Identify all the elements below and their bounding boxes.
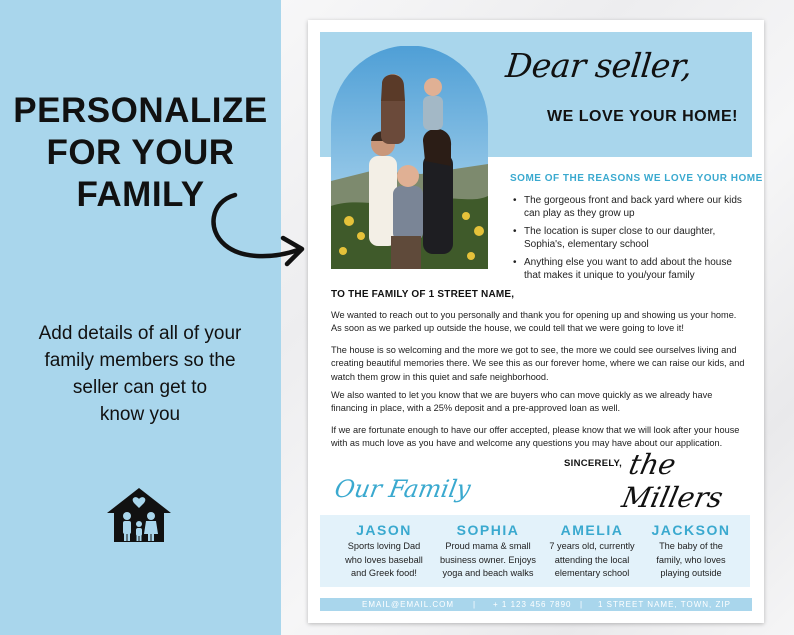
family-house-icon [106, 487, 172, 543]
headline-line: FAMILY [76, 175, 205, 214]
description-line: elementary school [554, 568, 630, 578]
member-name: AMELIA [560, 522, 624, 538]
signature: the Millers [618, 448, 726, 514]
member-description [641, 540, 741, 581]
footer-address: 1 STREET NAME, TOWN, ZIP [598, 600, 731, 609]
description-line: business owner. Enjoys [439, 554, 536, 565]
footer-email: EMAIL@EMAIL.COM [362, 600, 455, 609]
greeting: Dear seller, [503, 46, 694, 85]
headline-line: PERSONALIZE [13, 91, 268, 130]
offer-letter [308, 20, 764, 623]
promo-subtext [15, 320, 265, 428]
family-member [438, 522, 538, 581]
footer-separator: | [473, 600, 477, 609]
description-line: The baby of the [659, 541, 723, 551]
list-item: • The location is super close to our daughter, Sophia's, elementary school [512, 225, 747, 251]
tagline: WE LOVE YOUR HOME! [547, 108, 738, 125]
curved-arrow-icon [205, 190, 310, 275]
family-member [542, 522, 642, 581]
description-line: 7 years old, currently [549, 541, 635, 551]
description-line: family, who loves [656, 554, 726, 565]
description-line: attending the local [554, 554, 630, 565]
description-line: yoga and beach walks [442, 568, 534, 578]
family-member [641, 522, 741, 581]
description-line: who loves baseball [345, 554, 423, 565]
subtext-line: Add details of all of your [38, 323, 242, 344]
headline-line: FOR YOUR [46, 133, 235, 172]
family-photo [331, 46, 488, 269]
letter-paragraph: If we are fortunate enough to have our offer accepted, please know that we will look after your house with as much love as you have and welcome any questions you may have about our application. [331, 425, 740, 449]
description-line: Sports loving Dad [347, 541, 421, 551]
closing: SINCERELY, [564, 458, 623, 469]
description-line: and Greek food! [351, 568, 417, 578]
reasons-list [512, 194, 747, 287]
member-name: JASON [356, 522, 412, 538]
member-name: SOPHIA [456, 522, 520, 538]
contact-footer [320, 598, 752, 611]
member-description [334, 540, 434, 581]
description-line: Proud mama & small [445, 541, 531, 551]
reasons-title: SOME OF THE REASONS WE LOVE YOUR HOME [510, 173, 763, 184]
salutation: TO THE FAMILY OF 1 STREET NAME, [331, 289, 515, 300]
footer-phone: + 1 123 456 7890 [493, 600, 572, 609]
family-member [334, 522, 434, 581]
subtext-line: seller can get to [72, 377, 208, 398]
letter-paragraph: We wanted to reach out to you personally and thank you for opening up and showing us your home. As soon as we parked up outside the house, we could tell that we were going to love it! [331, 310, 737, 334]
list-item: • The gorgeous front and back yard where our kids can play as they grow up [512, 194, 747, 220]
subtext-line: know you [99, 404, 181, 425]
footer-separator: | [580, 600, 584, 609]
family-heading: Our Family [332, 475, 473, 503]
member-description [542, 540, 642, 581]
member-name: JACKSON [651, 522, 731, 538]
member-description [438, 540, 538, 581]
description-line: playing outside [660, 568, 722, 578]
letter-paragraph: We also wanted to let you know that we are buyers who can move quickly as we already have financing in place, with a 25% deposit and a pre-approved loan as well. [331, 390, 713, 414]
list-item: • Anything else you want to add about the house that makes it unique to you/your family [512, 256, 747, 282]
subtext-line: family members so the [44, 350, 236, 371]
letter-paragraph: The house is so welcoming and the more we got to see, the more we could see ourselves living and creating beautiful memories there. We see this as our forever home, where we can raise our kids, and watch them grow in this quiet and safe neighborhood. [331, 345, 745, 382]
